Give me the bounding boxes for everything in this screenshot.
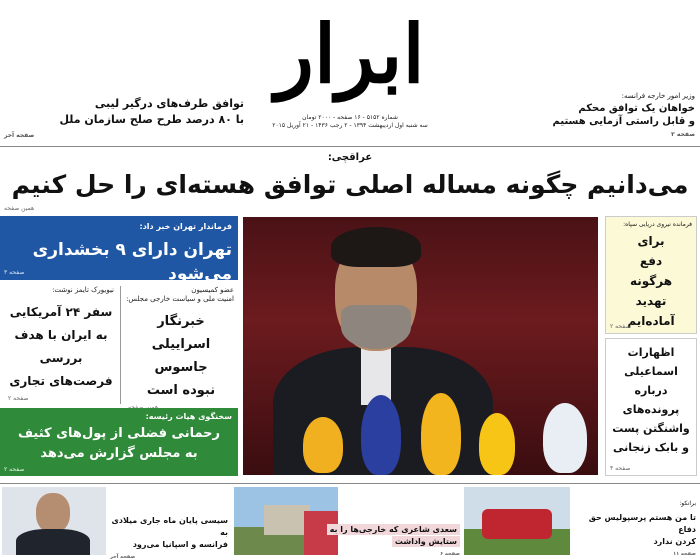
top-right-kicker: وزیر امور خارجه فرانسه:	[621, 92, 695, 100]
side-story-2-credit: صفحه ۴	[610, 465, 631, 472]
green-box-kicker: سخنگوی هیات رئیسه:	[145, 412, 232, 421]
bottom-story-3-credit: صفحه ۱۱	[673, 551, 696, 557]
microphone-icon	[479, 413, 515, 475]
dateline-issue: شماره ۵۱۵۲ - ۱۶ صفحه - ۲۰۰۰ تومان	[302, 114, 398, 121]
side-story-2-line: و بابک زنجانی	[613, 441, 689, 454]
column-left-line: به ایران با هدف	[14, 328, 108, 342]
divider	[0, 483, 700, 484]
photo-person-body	[16, 529, 90, 555]
photo-person-head	[36, 493, 70, 533]
bottom-story-2-line1: سعدی شاعری که خارجی‌ها را به	[327, 524, 460, 535]
bottom-story-3-line2: کردن ندارد	[653, 537, 696, 546]
bottom-photo-3[interactable]	[464, 487, 570, 555]
column-right-line: نبوده است	[146, 383, 216, 398]
side-story-2-line: درباره	[634, 384, 668, 397]
side-story-2-line: اظهارات	[627, 346, 675, 359]
top-right-story[interactable]	[520, 102, 695, 141]
green-box-line1: رحمانی فضلی از پول‌های کثیف	[17, 426, 221, 441]
bottom-story-3-kicker: برانکو:	[679, 500, 696, 507]
column-left-line: فرصت‌های تجاری	[9, 374, 113, 388]
photo-players	[482, 509, 552, 539]
main-credit: همین صفحه	[4, 205, 35, 212]
side-story-1-line: تهدید	[635, 294, 667, 308]
green-box-line2: به مجلس گزارش می‌دهد	[40, 446, 198, 461]
main-headline[interactable]: می‌دانیم چگونه مساله اصلی توافق هسته‌ای را حل کنیم	[11, 170, 689, 199]
column-left-line: سفر ۲۴ آمریکایی	[9, 305, 113, 319]
green-box-story[interactable]	[0, 408, 238, 476]
side-story-1-kicker: فرمانده نیروی دریایی سپاه:	[623, 221, 692, 228]
side-story-1-credit: صفحه ۲	[610, 323, 631, 330]
column-left-story[interactable]	[4, 286, 118, 402]
microphone-icon	[303, 417, 343, 473]
top-left-line2: با ۸۰ درصد طرح صلح سازمان ملل	[59, 113, 244, 126]
bottom-story-1-line2: فرانسه و اسپانیا می‌رود	[132, 540, 228, 549]
photo-person-beard	[341, 305, 411, 349]
blue-box-credit: صفحه ۳	[4, 269, 25, 276]
column-left-kicker: نیویورک تایمز نوشت:	[52, 286, 114, 294]
column-right-story[interactable]	[124, 286, 238, 411]
masthead-title: ابرار	[275, 7, 425, 101]
microphone-icon	[543, 403, 587, 473]
column-left-credit: صفحه ۲	[8, 395, 29, 402]
green-box-credit: صفحه ۲	[4, 466, 25, 473]
blue-box-kicker: فرماندار تهران خبر داد:	[139, 222, 232, 231]
side-story-2-line: واشنگتن پست	[612, 422, 690, 435]
microphone-icon	[361, 395, 401, 475]
bottom-story-2-line2: ستایش واداشت	[392, 536, 460, 547]
top-right-credit: صفحه ۲	[671, 131, 695, 138]
side-story-2-line: پرونده‌های	[622, 403, 680, 416]
bottom-photo-1[interactable]	[2, 487, 106, 555]
column-right-kicker1: عضو کمیسیون	[191, 286, 234, 294]
blue-box-headline: تهران دارای ۹ بخشداری می‌شود	[32, 240, 232, 284]
column-right-line: خبرنگار	[157, 314, 205, 329]
top-right-line1: خواهان یک توافق محکم	[578, 103, 695, 114]
top-right-line2: و قابل راستی آزمایی هستیم	[552, 116, 695, 127]
dateline-date: سه شنبه اول اردیبهشت ۱۳۹۴ - ۲ رجب ۱۴۳۶ - ۲۱ آوریل ۲۰۱۵	[272, 122, 428, 129]
top-left-story[interactable]	[4, 96, 244, 144]
side-story-1[interactable]	[605, 216, 697, 334]
dateline	[258, 114, 442, 130]
bottom-story-1-credit: صفحه آخر	[110, 554, 136, 559]
column-right-line: جاسوس	[154, 360, 208, 375]
bottom-story-3-line1: تا من هستم پرسپولیس حق دفاع	[588, 513, 696, 534]
side-story-1-line: دفع	[639, 254, 663, 268]
blue-box-story[interactable]	[0, 216, 238, 284]
divider	[0, 146, 700, 147]
main-photo[interactable]	[243, 217, 598, 475]
column-divider	[120, 286, 121, 404]
side-story-1-line: آماده‌ایم	[627, 314, 675, 328]
top-left-credit: صفحه آخر	[4, 132, 35, 139]
photo-person-hair	[331, 227, 421, 267]
column-right-kicker2: امنیت ملی و سیاست خارجی مجلس:	[126, 295, 234, 303]
side-story-1-line: برای	[637, 234, 665, 248]
microphone-icon	[421, 393, 461, 475]
column-right-line: اسراییلی	[151, 337, 211, 352]
bottom-story-1[interactable]	[110, 515, 228, 559]
side-story-2[interactable]	[605, 338, 697, 476]
bottom-story-1-line1: سیسی پایان ماه جاری میلادی به	[111, 516, 228, 537]
column-left-line: بررسی	[39, 351, 83, 365]
side-story-1-line: هرگونه	[629, 274, 673, 288]
bottom-story-3[interactable]	[576, 512, 696, 559]
bottom-story-2-credit: صفحه ۶	[440, 551, 460, 557]
bottom-story-2[interactable]	[300, 524, 460, 559]
main-kicker: عراقچی:	[327, 152, 373, 163]
top-left-line1: توافق طرف‌های درگیر لیبی	[94, 97, 244, 110]
side-story-2-line: اسماعیلی	[624, 365, 678, 378]
